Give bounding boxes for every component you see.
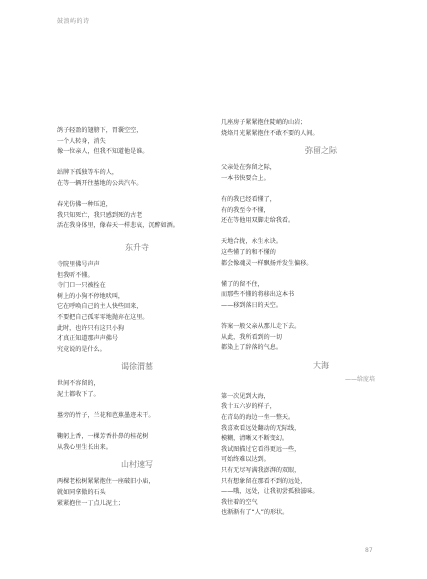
poem-line: 寺院里佛号声声 (57, 260, 100, 268)
poem-line: 第一次见到大海， (221, 392, 270, 400)
poem-line: 只有无尽写满我澎湃的双眼， (221, 467, 301, 475)
poem-line: 烧烙月光紧紧抱住不敢不要的人间。 (221, 129, 319, 137)
poem-line: 有的我已经看懂了， (221, 195, 276, 203)
poem-line: 一个人转身，消失 (57, 137, 106, 145)
poem-line: 活在我身体里，像春天一样悲哀，沉醉如酒。 (57, 222, 179, 230)
poem-line: 它在呼唤自己的主人快些回来， (57, 303, 143, 311)
left-intro (57, 126, 217, 232)
poem-line: 鞠躬上香，一棵芳香扑鼻的桂花树 (57, 433, 149, 441)
poem-title: 谒徐渭墓 (121, 362, 153, 372)
poem-line: 都会像魂灵一样飘扬并发生偏移。 (221, 259, 313, 267)
right-column (221, 118, 381, 519)
poem-line: 究竟说的是什么。 (57, 345, 106, 353)
poem-line: 不要把自己孤零零地抛弃在这里。 (57, 313, 149, 321)
poem-line: 在等一辆开往墓地的公共汽车。 (57, 179, 143, 187)
poem-line: 春光仿佛一种压迫， (57, 201, 112, 209)
poem-line: 鸽子轻盈的翅膀下，胃囊空空， (57, 127, 143, 134)
poem-line: 世间不容留的， (57, 380, 100, 388)
poem-line: 而那些不懂的将移出这本书 (221, 291, 295, 299)
poem-body (57, 379, 217, 453)
poem-line: 泥土都收下了。 (57, 390, 100, 398)
poem-line: 我只知死亡，我只感到死的古老 (57, 211, 143, 219)
poem-line: 父亲处在弥留之际， (221, 164, 276, 172)
poem-body (57, 260, 217, 355)
poem-line: 我往着的空气 (221, 498, 258, 506)
poem-title: 大海 (313, 360, 329, 370)
poem-line: 只有想象留在那看不到的远处， (221, 477, 307, 485)
poem-line: 从此，我所看到的一切 (221, 333, 282, 341)
poem-line: 在青岛的海边一坐一整天。 (221, 414, 295, 422)
poem-line: 此时，也许只有这只小狗 (57, 324, 125, 332)
poem-line: 答案一般父亲从那儿走下去。 (221, 323, 301, 331)
poem-line: 懂了的留不住， (221, 280, 264, 288)
poem-line: 我喜欢看远处翻动的无际线， (221, 424, 301, 432)
running-title: 鼓浪屿的诗 (57, 18, 90, 25)
poem-line: 但我听不懂。 (57, 271, 94, 279)
poem-line: 像一位亲人，但我不知道他是谁。 (57, 148, 149, 156)
poem-line: ——移到落日的天空。 (221, 301, 282, 309)
poem-body (57, 477, 217, 509)
poem-title: 山村速写 (121, 460, 153, 470)
poem-line: 寺门口一只被拴在 (57, 282, 106, 290)
poem-line: 几座房子紧紧抱住陡峭的山岩； (221, 119, 307, 126)
poem-line: 模糊，清晰又不断变幻。 (221, 435, 289, 443)
poem-line: ——哦，远处，让我初尝孤独滋味。 (221, 488, 319, 496)
poem-line: 树上的小狗不停地吠叫， (57, 292, 125, 300)
poem-title: 弥留之际 (305, 146, 337, 156)
poem-dedication: ——给庞培 (344, 375, 375, 383)
poem-body (221, 392, 381, 519)
poem-line: 一本书快要合上。 (221, 174, 270, 182)
poem-line: 可始终难以达到。 (221, 456, 270, 464)
right-intro (221, 118, 381, 139)
poem-line: 才真正知道那声声佛号 (57, 335, 118, 343)
poem-line: 紧紧抱住一丁点儿泥土； (57, 499, 125, 507)
poem-line: 从我心里生长出来。 (57, 443, 112, 451)
poem-line: 有的我至今不懂， (221, 206, 270, 214)
poem-title: 东升寺 (125, 242, 149, 252)
page-number: 87 (365, 547, 373, 554)
left-column (57, 126, 217, 509)
poem-line: 我十五六岁的样子， (221, 403, 276, 411)
poem-line: 这些懂了的和不懂的 (221, 248, 276, 256)
poem-line: 站牌下孤独等车的人， (57, 169, 118, 177)
poem-line: 墓旁的竹子，兰花和芭蕉墨迹未干。 (57, 412, 155, 420)
poem-line: 就如同拿傲的石头 (57, 489, 106, 497)
poem-line: 我试图描过它看得更远一些， (221, 445, 301, 453)
poem-line: 还在等他用双脚走给我看。 (221, 217, 295, 225)
poem-line: 也渐渐有了“人”的形状。 (221, 509, 289, 517)
poem-line: 都染上了辞落的气息。 (221, 344, 282, 352)
poem-line: 两棵老松树紧紧抱住一座破旧小庙， (57, 478, 155, 486)
poem-line: 天地合拢，永生永诀。 (221, 238, 282, 246)
poem-body (221, 163, 381, 354)
